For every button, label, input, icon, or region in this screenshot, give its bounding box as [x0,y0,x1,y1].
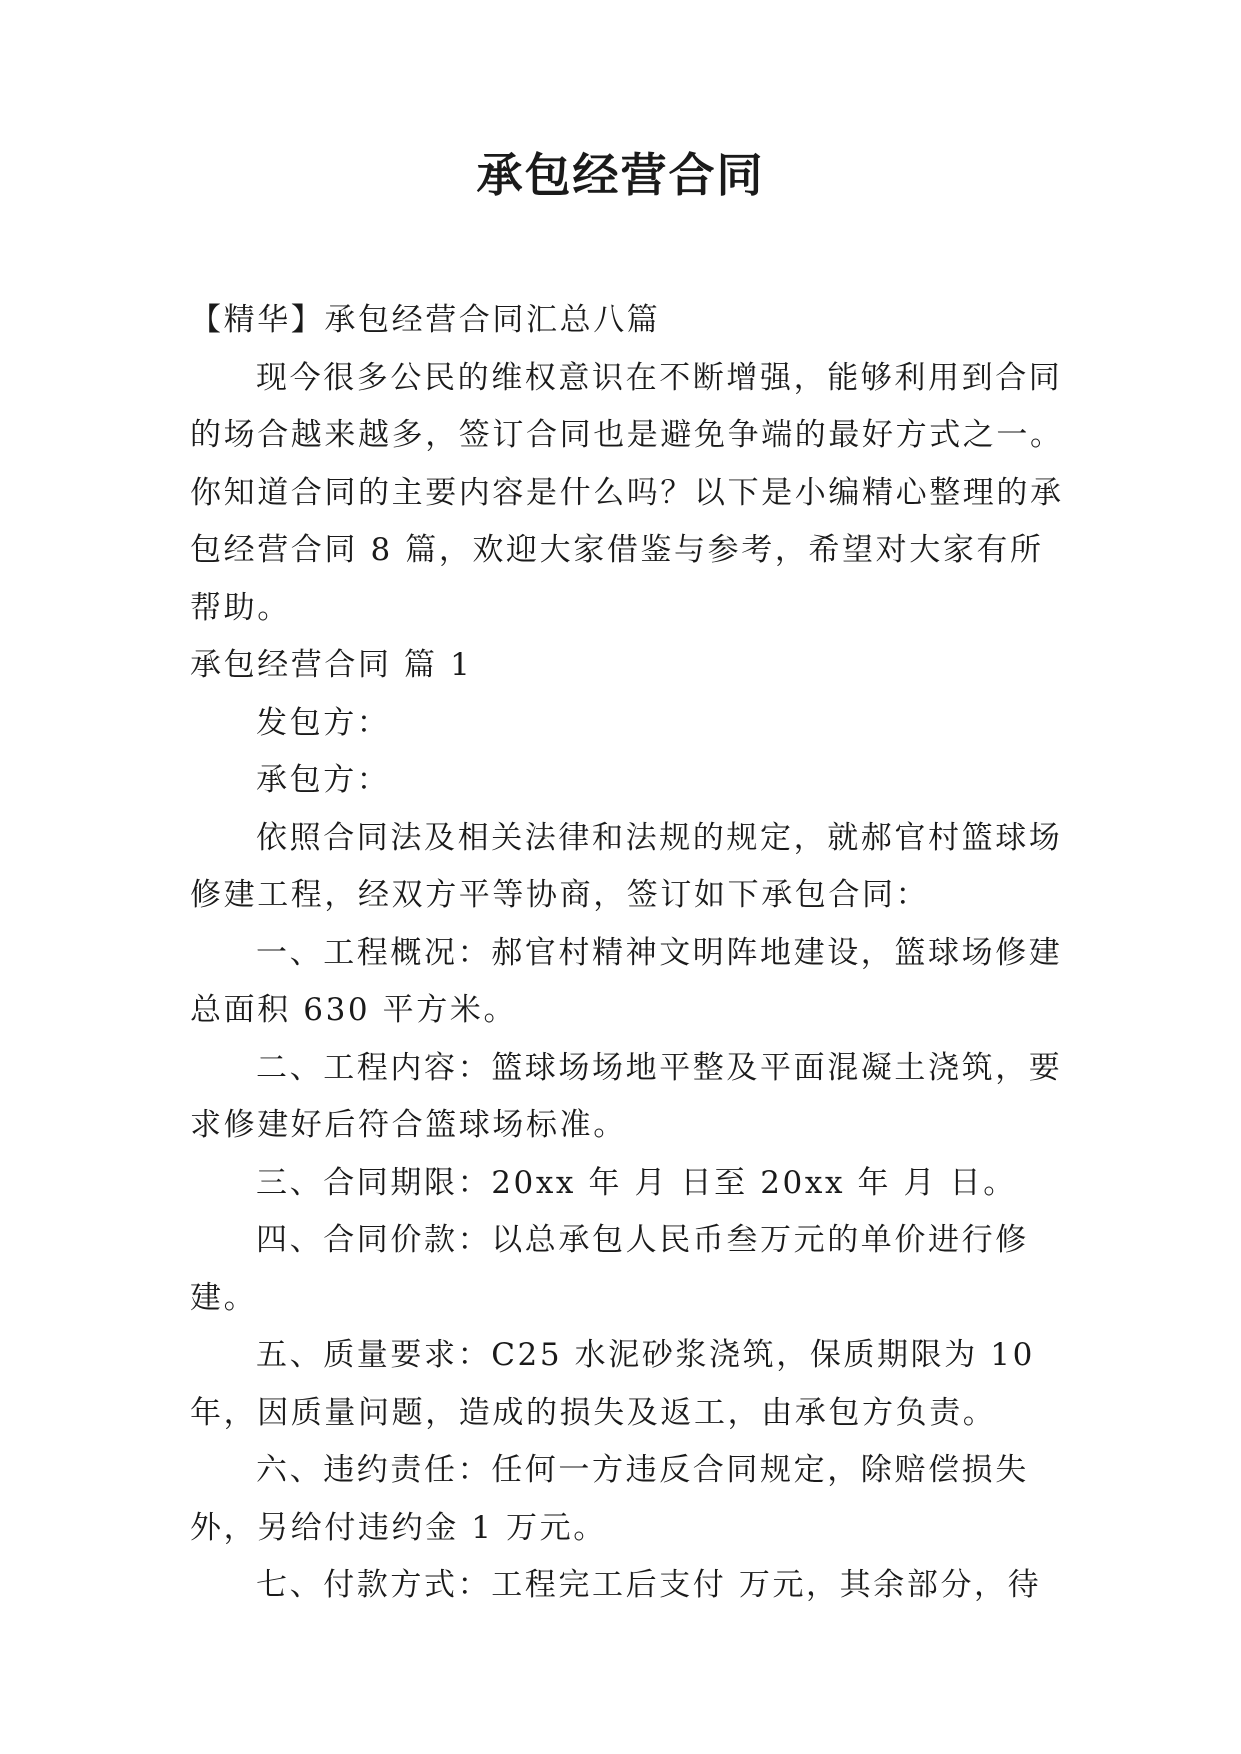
document-body [190,292,1070,1615]
paragraph-intro: 现今很多公民的维权意识在不断增强，能够利用到合同的场合越来越多，签订合同也是避免争端的最好方式之一。你知道合同的主要内容是什么吗？以下是小编精心整理的承包经营合同 8 篇，欢迎大家借鉴与参考，希望对大家有所帮助。 [190,359,1064,626]
clause-7: 七、付款方式：工程完工后支付 万元，其余部分，待 [256,1567,1042,1603]
paragraph-employer: 发包方： [256,704,391,741]
clause-1: 一、工程概况：郝官村精神文明阵地建设，篮球场修建总面积 630 平方米。 [190,934,1063,1028]
clause-2: 二、工程内容：篮球场场地平整及平面混凝土浇筑，要求修建好后符合篮球场标准。 [190,1049,1063,1143]
document-title: 承包经营合同 [476,148,765,202]
paragraph-subtitle: 【精华】承包经营合同汇总八篇 [190,302,661,338]
clause-6: 六、违约责任：任何一方违反合同规定，除赔偿损失外，另给付违约金 1 万元。 [190,1452,1029,1546]
clause-5: 五、质量要求：C25 水泥砂浆浇筑，保质期限为 10 年，因质量问题，造成的损失及返工，由承包方负责。 [190,1337,1035,1431]
paragraph-preamble: 依照合同法及相关法律和法规的规定，就郝官村篮球场修建工程，经双方平等协商，签订如下承包合同： [190,819,1063,913]
clause-3: 三、合同期限：20xx 年 月 日至 20xx 年 月 日。 [256,1164,1017,1201]
clause-4: 四、合同价款：以总承包人民币叁万元的单价进行修建。 [190,1222,1029,1316]
section-heading: 承包经营合同 篇 1 [190,647,473,683]
paragraph-contractor: 承包方： [256,762,391,798]
